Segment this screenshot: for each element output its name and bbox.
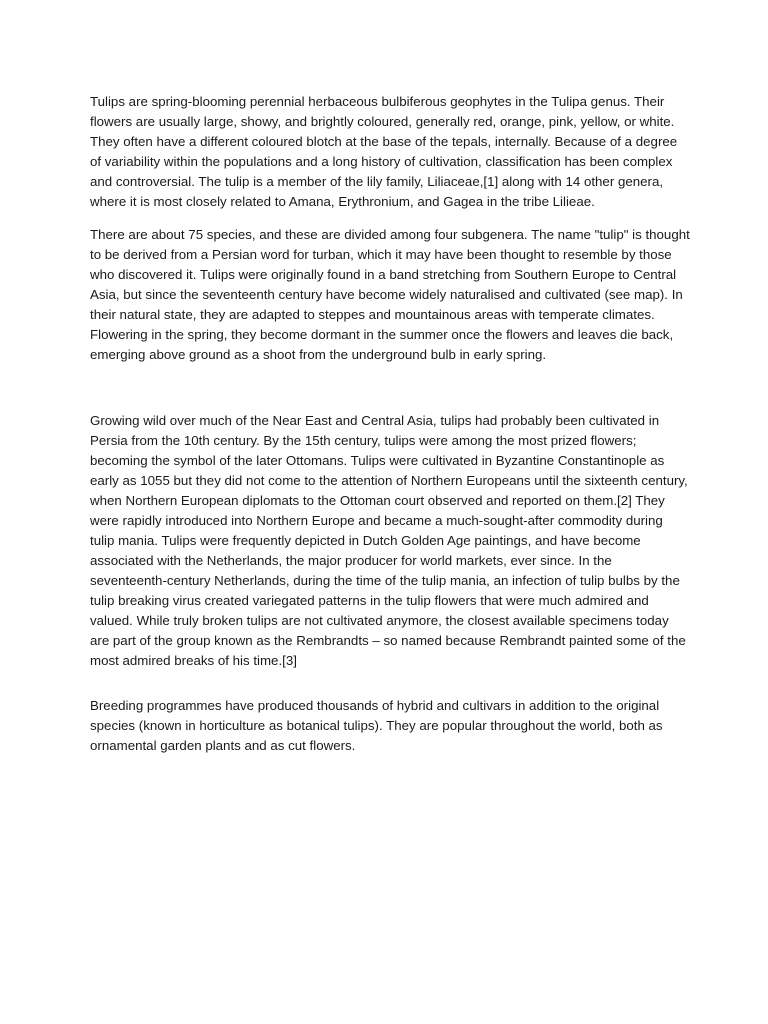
paragraph-history: Growing wild over much of the Near East and Central Asia, tulips had probably been cultivated in Persia from the 10th century. By the 15th century, tulips were among the most prized flowers; becoming the symbol of the later Ottomans. Tulips were cultivated in Byzantine Constantinople as early as 1055 but they did not come to the attention of Northern Europeans until the sixteenth century, when Northern European diplomats to the Ottoman court observed and reported on them.[2] They were rapidly introduced into Northern Europe and became a much-sought-after commodity during tulip mania. Tulips were frequently depicted in Dutch Golden Age paintings, and have become associated with the Netherlands, the major producer for world markets, ever since. In the seventeenth-century Netherlands, during the time of the tulip mania, an infection of tulip bulbs by the tulip breaking virus created variegated patterns in the tulip flowers that were much admired and valued. While truly broken tulips are not cultivated anymore, the closest available specimens today are part of the group known as the Rembrandts – so named because Rembrandt painted some of the most admired breaks of his time.[3] xyxy=(90,413,688,668)
paragraph-species-and-origin: There are about 75 species, and these are divided among four subgenera. The name "tulip" is thought to be derived from a Persian word for turban, which it may have been thought to resemble by those who discovered it. Tulips were originally found in a band stretching from Southern Europe to Central Asia, but since the seventeenth century have become widely naturalised and cultivated (see map). In their natural state, they are adapted to steppes and mountainous areas with temperate climates. Flowering in the spring, they become dormant in the summer once the flowers and leaves die back, emerging above ground as a shoot from the underground bulb in early spring. xyxy=(90,227,690,362)
paragraph-breeding: Breeding programmes have produced thousands of hybrid and cultivars in addition to the original species (known in horticulture as botanical tulips). They are popular throughout the world, both as ornamental garden plants and as cut flowers. xyxy=(90,698,663,753)
paragraph-tulip-description: Tulips are spring-blooming perennial herbaceous bulbiferous geophytes in the Tulipa genus. Their flowers are usually large, showy, and brightly coloured, generally red, orange, pink, yellow, or white. They often have a different coloured blotch at the base of the tepals, internally. Because of a degree of variability within the populations and a long history of cultivation, classification has been complex and controversial. The tulip is a member of the lily family, Liliaceae,[1] along with 14 other genera, where it is most closely related to Amana, Erythronium, and Gagea in the tribe Lilieae. xyxy=(90,94,678,209)
